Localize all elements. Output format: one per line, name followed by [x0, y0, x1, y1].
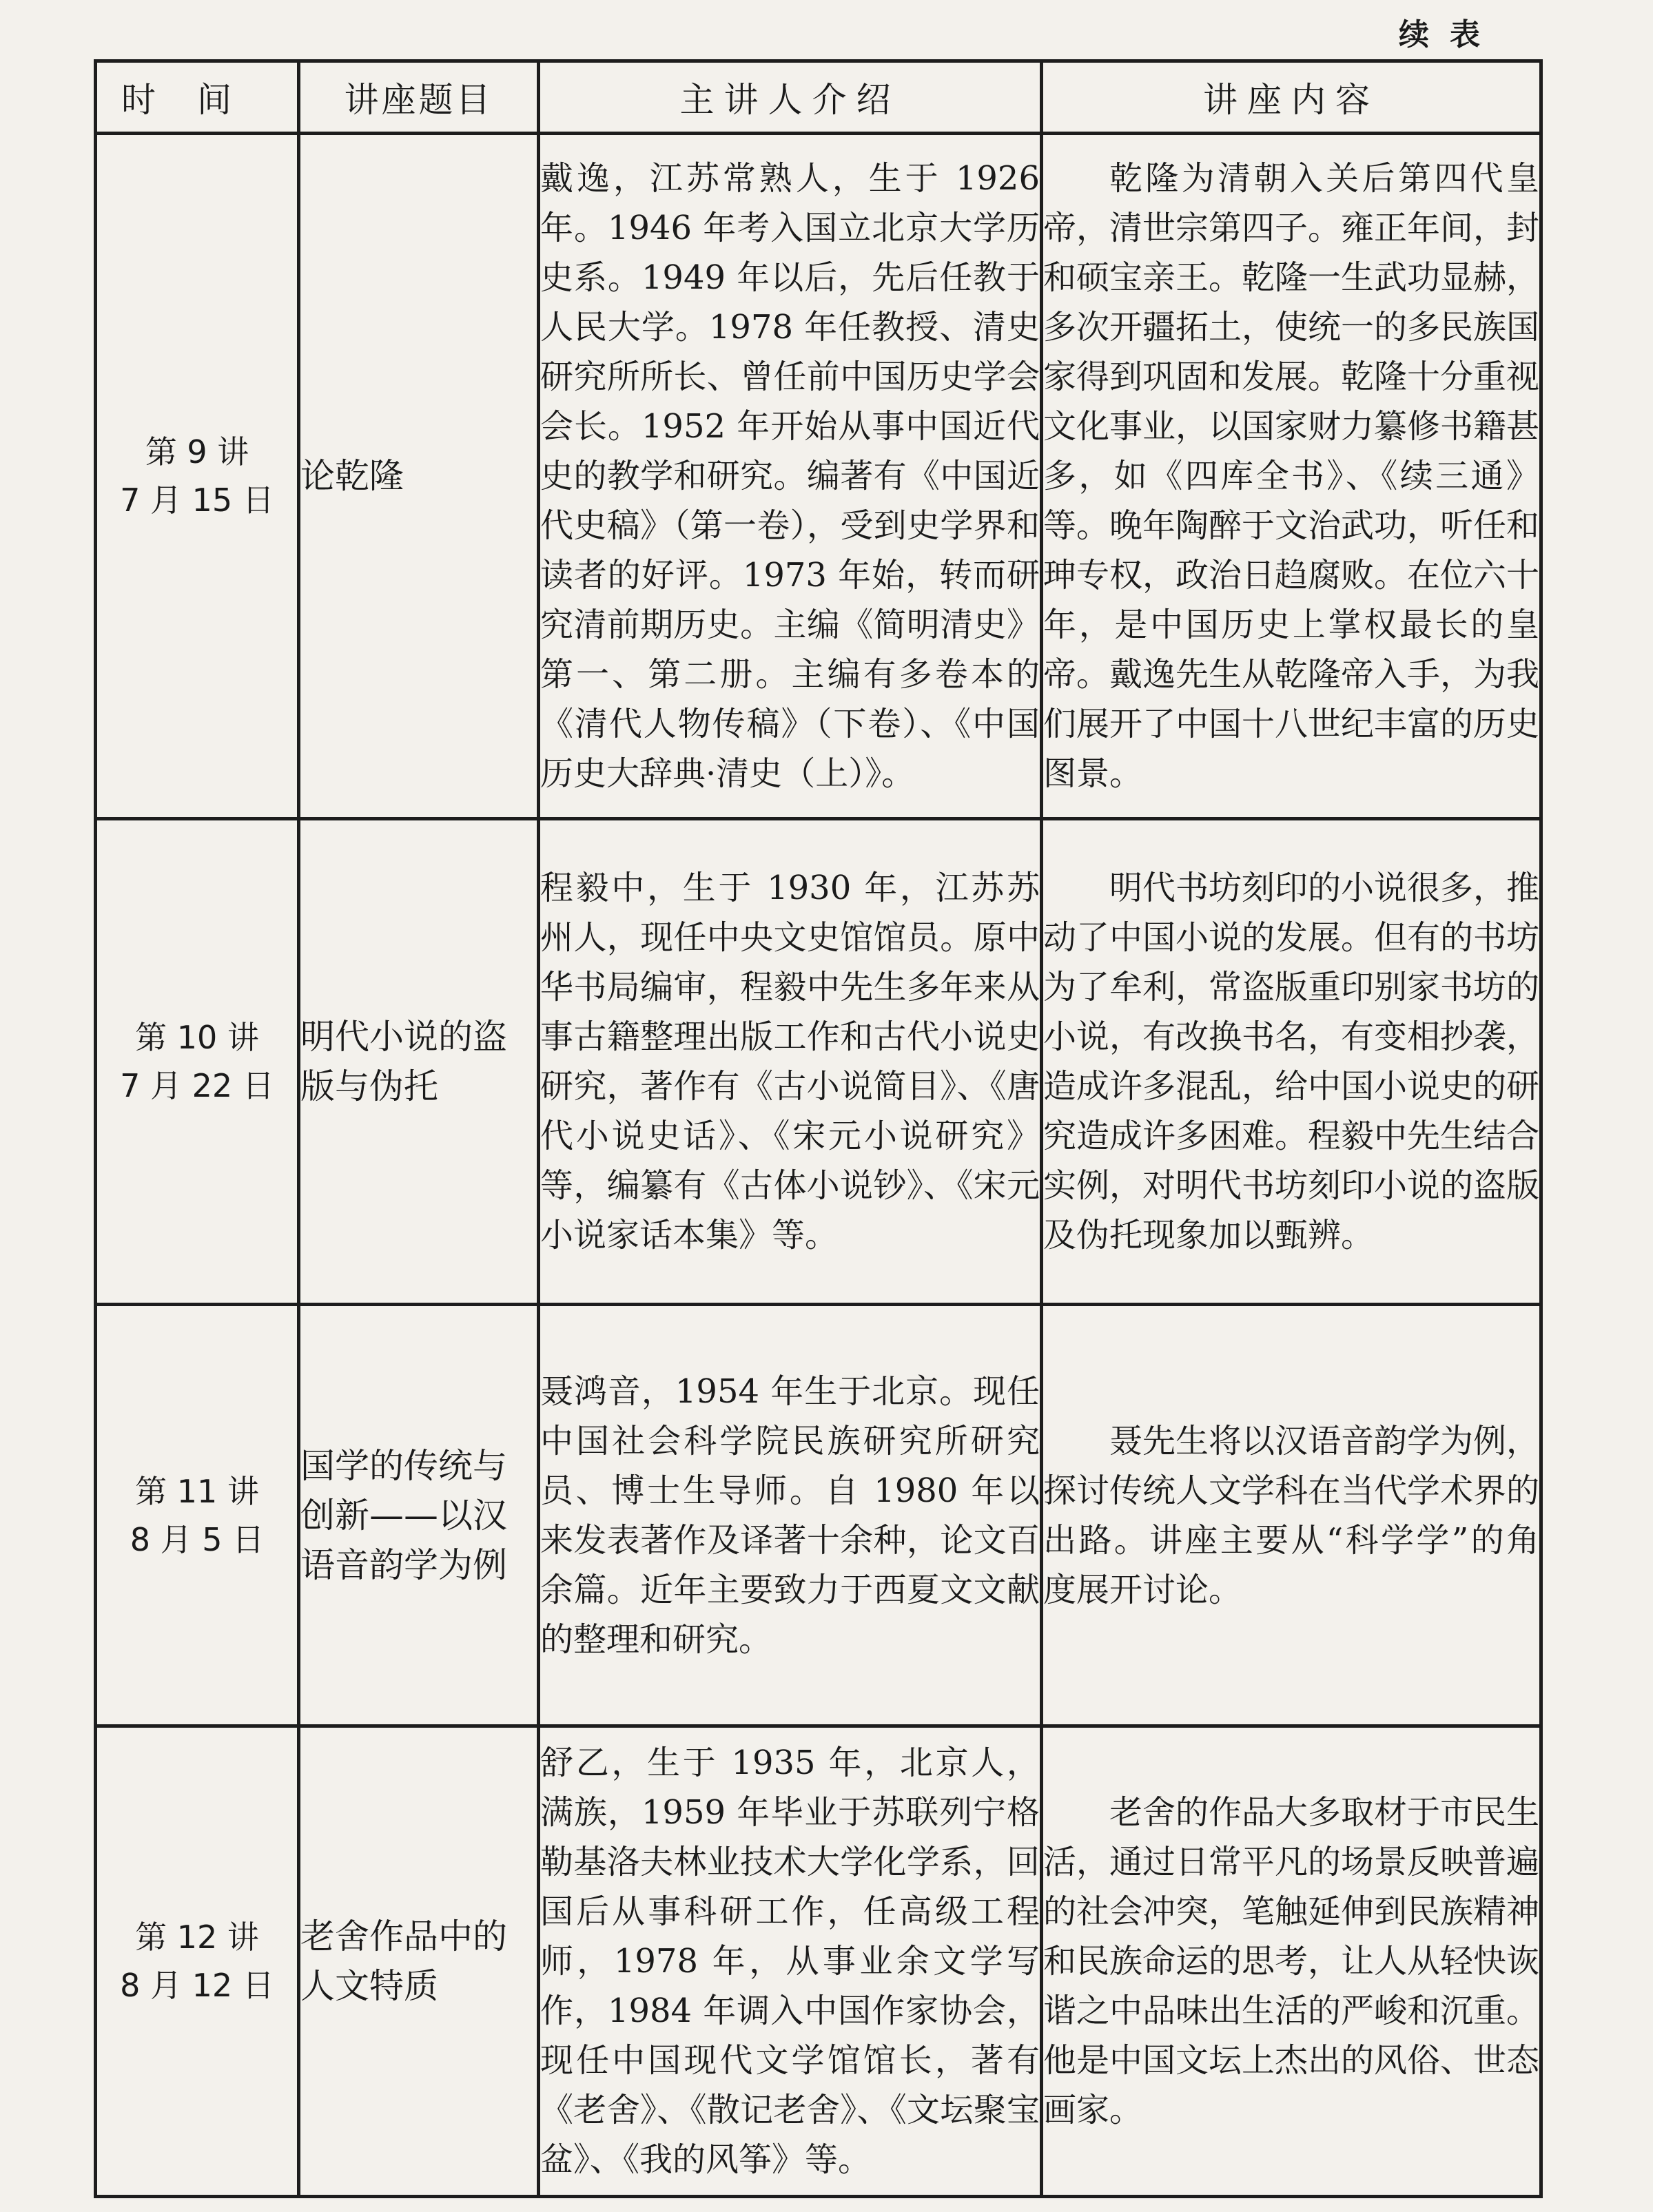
topic-cell: 论乾隆 [299, 134, 539, 819]
header-time: 时间 [96, 61, 299, 134]
lecture-number: 第 9 讲 [145, 433, 249, 471]
table-header-row [96, 61, 1541, 134]
topic-cell: 老舍作品中的人文特质 [299, 1726, 539, 2197]
topic-cell: 国学的传统与创新——以汉语音韵学为例 [299, 1305, 539, 1726]
continued-table-label: 续表 [1399, 17, 1501, 52]
content-cell: 明代书坊刻印的小说很多，推动了中国小说的发展。但有的书坊为了牟利，常盗版重印别家书坊的小说，有改换书名，有变相抄袭，造成许多混乱，给中国小说史的研究造成许多困难。程毅中先生结合实例，对明代书坊刻印小说的盗版及伪托现象加以甄辨。 [1042, 819, 1541, 1305]
lecture-table [94, 59, 1543, 2198]
header-speaker: 主讲人介绍 [539, 61, 1042, 134]
lecture-date: 7 月 15 日 [120, 482, 274, 519]
header-topic: 讲座题目 [299, 61, 539, 134]
table-row [96, 1726, 1541, 2197]
lecture-date: 8 月 5 日 [130, 1520, 265, 1558]
lecture-number: 第 11 讲 [135, 1472, 259, 1510]
content-cell: 聂先生将以汉语音韵学为例，探讨传统人文学科在当代学术界的出路。讲座主要从“科学学”的角度展开讨论。 [1042, 1305, 1541, 1726]
lecture-number: 第 12 讲 [135, 1919, 259, 1956]
speaker-cell: 戴逸，江苏常熟人，生于 1926 年。1946 年考入国立北京大学历史系。1949 年以后，先后任教于人民大学。1978 年任教授、清史研究所所长、曾任前中国历史学会会长。1952 年开始从事中国近代史的教学和研究。编著有《中国近代史稿》（第一卷），受到史学界和读者的好评。1973 年始，转而研究清前期历史。主编《简明清史》第一、第二册。主编有多卷本的《清代人物传稿》（下卷）、《中国历史大辞典·清史（上）》。 [539, 134, 1042, 819]
topic-cell: 明代小说的盗版与伪托 [299, 819, 539, 1305]
speaker-cell: 聂鸿音，1954 年生于北京。现任中国社会科学院民族研究所研究员、博士生导师。自 1980 年以来发表著作及译著十余种，论文百余篇。近年主要致力于西夏文文献的整理和研究。 [539, 1305, 1042, 1726]
time-cell [96, 134, 299, 819]
time-cell [96, 1305, 299, 1726]
speaker-cell: 舒乙，生于 1935 年，北京人，满族，1959 年毕业于苏联列宁格勒基洛夫林业技术大学化学系，回国后从事科研工作，任高级工程师，1978 年，从事业余文学写作，1984 年调入中国作家协会，现任中国现代文学馆馆长，著有《老舍》、《散记老舍》、《文坛聚宝盆》、《我的风筝》等。 [539, 1726, 1042, 2197]
lecture-date: 7 月 22 日 [120, 1067, 274, 1104]
lecture-date: 8 月 12 日 [120, 1967, 274, 2004]
table-row [96, 134, 1541, 819]
header-content: 讲座内容 [1042, 61, 1541, 134]
time-cell [96, 819, 299, 1305]
lecture-number: 第 10 讲 [135, 1019, 259, 1056]
table-row [96, 819, 1541, 1305]
content-cell: 老舍的作品大多取材于市民生活，通过日常平凡的场景反映普遍的社会冲突，笔触延伸到民族精神和民族命运的思考，让人从轻快诙谐之中品味出生活的严峻和沉重。他是中国文坛上杰出的风俗、世态画家。 [1042, 1726, 1541, 2197]
table-row [96, 1305, 1541, 1726]
time-cell [96, 1726, 299, 2197]
speaker-cell: 程毅中，生于 1930 年，江苏苏州人，现任中央文史馆馆员。原中华书局编审，程毅中先生多年来从事古籍整理出版工作和古代小说史研究，著作有《古小说简目》、《唐代小说史话》、《宋元小说研究》等，编纂有《古体小说钞》、《宋元小说家话本集》等。 [539, 819, 1042, 1305]
content-cell: 乾隆为清朝入关后第四代皇帝，清世宗第四子。雍正年间，封和硕宝亲王。乾隆一生武功显赫，多次开疆拓土，使统一的多民族国家得到巩固和发展。乾隆十分重视文化事业，以国家财力纂修书籍甚多，如《四库全书》、《续三通》等。晚年陶醉于文治武功，听任和珅专权，政治日趋腐败。在位六十年，是中国历史上掌权最长的皇帝。戴逸先生从乾隆帝入手，为我们展开了中国十八世纪丰富的历史图景。 [1042, 134, 1541, 819]
